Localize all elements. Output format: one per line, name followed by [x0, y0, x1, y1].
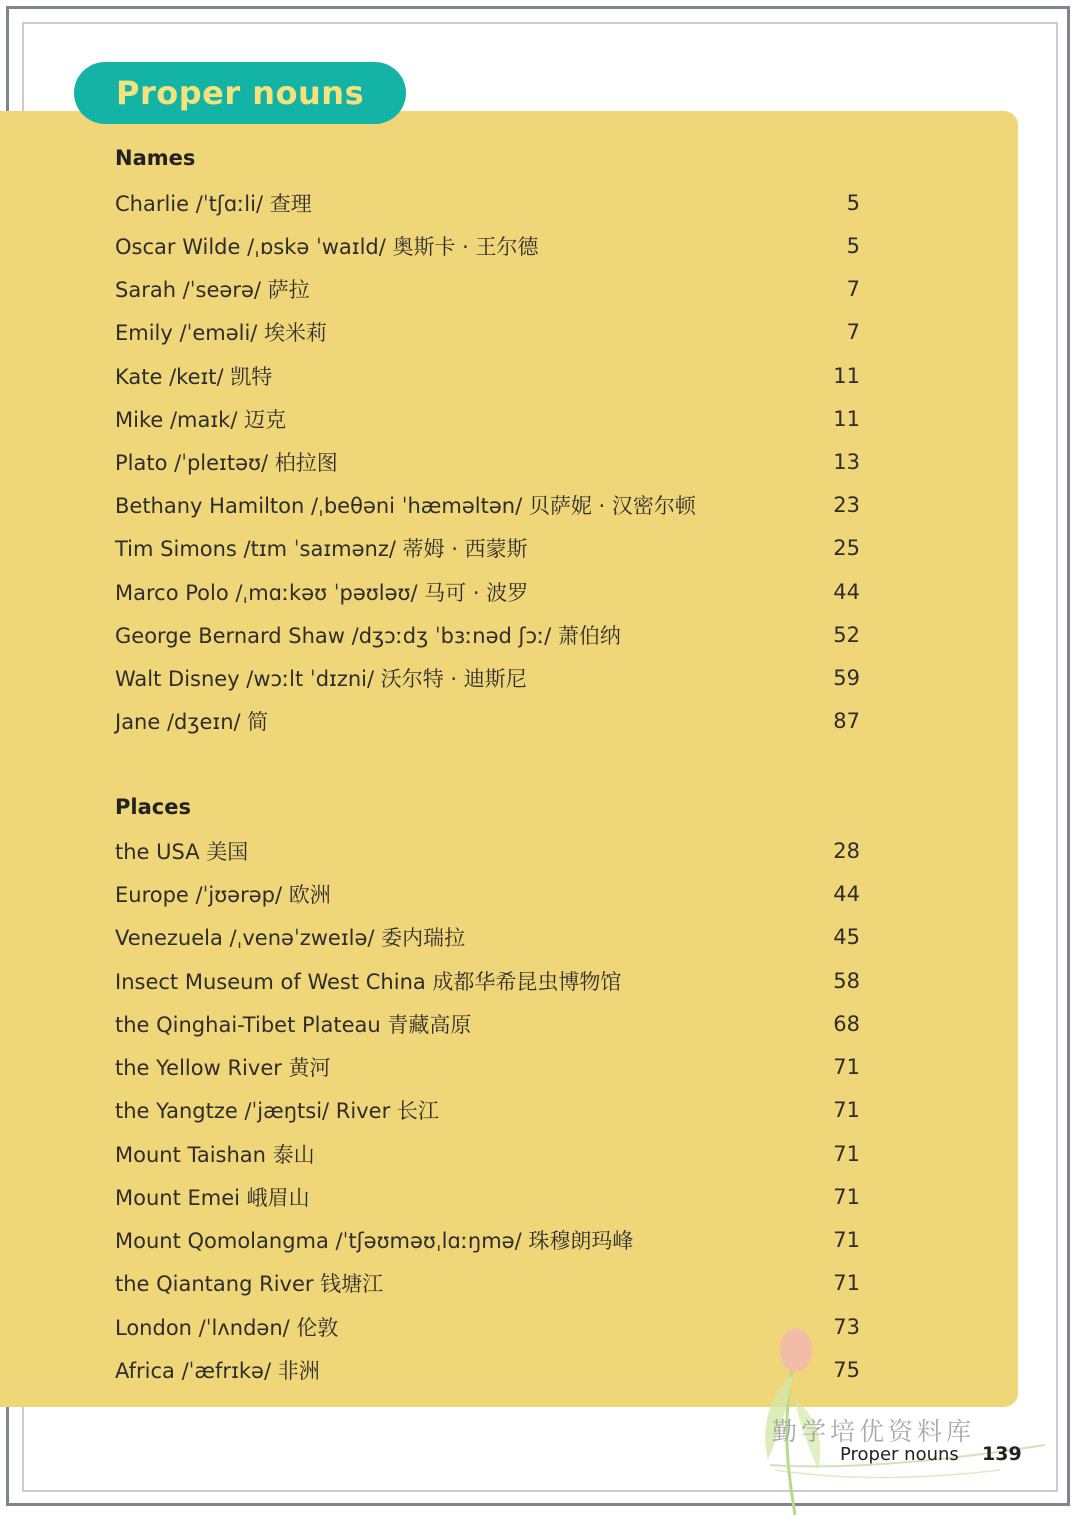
- entry-text: London /ˈlʌndən/ 伦敦: [115, 1316, 339, 1340]
- entry-page: 75: [833, 1358, 860, 1382]
- list-item: [115, 404, 860, 434]
- footer-page-number: 139: [982, 1443, 1022, 1465]
- entry-page: 52: [833, 623, 860, 647]
- entry-text: Mount Emei 峨眉山: [115, 1186, 310, 1210]
- entry-text: the Yellow River 黄河: [115, 1056, 331, 1080]
- entry-page: 71: [833, 1142, 860, 1166]
- list-item: [115, 879, 860, 909]
- entry-text: Tim Simons /tɪm ˈsaɪmənz/ 蒂姆 · 西蒙斯: [115, 537, 528, 561]
- list-item: [115, 706, 860, 736]
- list-item: [115, 490, 860, 520]
- content-panel: [0, 111, 1018, 1407]
- entry-page: 11: [833, 407, 860, 431]
- entry-text: Emily /ˈeməli/ 埃米莉: [115, 321, 328, 345]
- list-item: [115, 577, 860, 607]
- names-heading: Names: [115, 146, 196, 170]
- entry-page: 44: [833, 882, 860, 906]
- list-item: [115, 1095, 860, 1125]
- entry-page: 71: [833, 1228, 860, 1252]
- list-item: [115, 274, 860, 304]
- list-item: [115, 922, 860, 952]
- entry-page: 58: [833, 969, 860, 993]
- entry-text: the Qinghai-Tibet Plateau 青藏高原: [115, 1013, 472, 1037]
- entry-text: George Bernard Shaw /dʒɔːdʒ ˈbɜːnəd ʃɔː/ 萧伯纳: [115, 624, 621, 648]
- entry-text: Walt Disney /wɔːlt ˈdɪzni/ 沃尔特 · 迪斯尼: [115, 667, 527, 691]
- list-item: [115, 966, 860, 996]
- entry-page: 23: [833, 493, 860, 517]
- entry-text: the Yangtze /ˈjæŋtsi/ River 长江: [115, 1099, 439, 1123]
- list-item: [115, 231, 860, 261]
- list-item: [115, 447, 860, 477]
- entry-text: Sarah /ˈseərə/ 萨拉: [115, 278, 310, 302]
- list-item: [115, 1052, 860, 1082]
- entry-text: Africa /ˈæfrɪkə/ 非洲: [115, 1359, 320, 1383]
- entry-page: 68: [833, 1012, 860, 1036]
- entry-text: Mount Qomolangma /ˈtʃəʊməʊˌlɑːŋmə/ 珠穆朗玛峰: [115, 1229, 634, 1253]
- watermark-text: 勤学培优资料库: [772, 1417, 976, 1446]
- entry-page: 59: [833, 666, 860, 690]
- entry-text: Bethany Hamilton /ˌbeθəni ˈhæməltən/ 贝萨妮 · 汉密尔顿: [115, 494, 696, 518]
- entry-page: 11: [833, 364, 860, 388]
- entry-text: the USA 美国: [115, 840, 249, 864]
- entry-page: 5: [846, 234, 860, 258]
- entry-text: Oscar Wilde /ˌɒskə ˈwaɪld/ 奥斯卡 · 王尔德: [115, 235, 539, 259]
- entry-text: Marco Polo /ˌmɑːkəʊ ˈpəʊləʊ/ 马可 · 波罗: [115, 581, 529, 605]
- entry-page: 71: [833, 1098, 860, 1122]
- entry-text: Kate /keɪt/ 凯特: [115, 365, 273, 389]
- entry-page: 71: [833, 1055, 860, 1079]
- list-item: [115, 1009, 860, 1039]
- entry-page: 45: [833, 925, 860, 949]
- footer-section-label: Proper nouns: [840, 1444, 959, 1465]
- list-item: [115, 1225, 860, 1255]
- entry-text: Mike /maɪk/ 迈克: [115, 408, 287, 432]
- list-item: [115, 188, 860, 218]
- entry-text: Plato /ˈpleɪtəʊ/ 柏拉图: [115, 451, 338, 475]
- entry-text: Venezuela /ˌvenəˈzweɪlə/ 委内瑞拉: [115, 926, 466, 950]
- entry-page: 44: [833, 580, 860, 604]
- entry-text: the Qiantang River 钱塘江: [115, 1272, 384, 1296]
- list-item: [115, 663, 860, 693]
- entry-text: Jane /dʒeɪn/ 简: [115, 710, 269, 734]
- entry-page: 73: [833, 1315, 860, 1339]
- list-item: [115, 836, 860, 866]
- entry-page: 25: [833, 536, 860, 560]
- entry-page: 71: [833, 1185, 860, 1209]
- entry-text: Europe /ˈjʊərəp/ 欧洲: [115, 883, 331, 907]
- entry-page: 5: [846, 191, 860, 215]
- entry-page: 87: [833, 709, 860, 733]
- entry-text: Mount Taishan 泰山: [115, 1143, 315, 1167]
- entry-text: Insect Museum of West China 成都华希昆虫博物馆: [115, 970, 622, 994]
- list-item: [115, 1139, 860, 1169]
- entry-page: 7: [846, 277, 860, 301]
- entry-text: Charlie /ˈtʃɑːli/ 查理: [115, 192, 312, 216]
- title-banner: [74, 62, 406, 124]
- entry-page: 7: [846, 320, 860, 344]
- places-heading: Places: [115, 795, 191, 819]
- list-item: [115, 361, 860, 391]
- page-title: Proper nouns: [116, 74, 365, 112]
- entry-page: 28: [833, 839, 860, 863]
- list-item: [115, 1182, 860, 1212]
- list-item: [115, 317, 860, 347]
- list-item: [115, 620, 860, 650]
- entry-page: 71: [833, 1271, 860, 1295]
- list-item: [115, 533, 860, 563]
- entry-page: 13: [833, 450, 860, 474]
- list-item: [115, 1268, 860, 1298]
